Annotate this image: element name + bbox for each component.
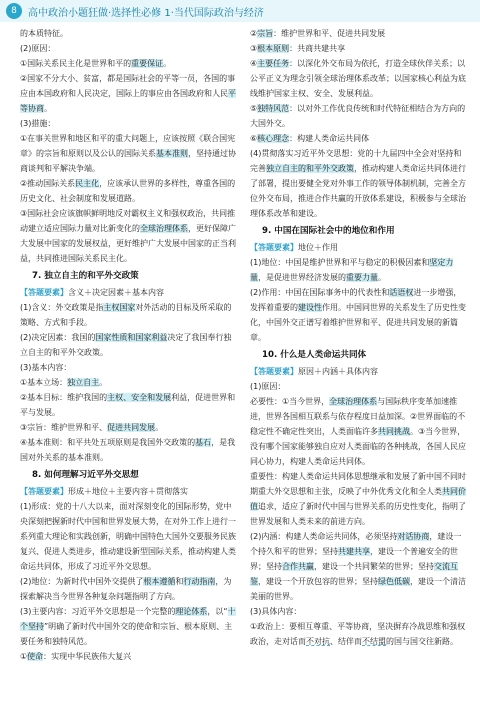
text-run: (2)决定因素：我国的 [20,333,96,342]
highlighted-term: 根本遵循 [143,577,176,586]
paragraph [20,499,238,574]
text-run: ④基本准则：和平共处五项原则是我国外交政策的 [20,438,196,447]
paragraph [250,101,468,131]
underlined-term: 不对抗 [306,637,330,646]
highlighted-term: 使命 [27,652,44,661]
text-run: (1)原因： [250,382,286,391]
paragraph [250,619,468,649]
text-run: ，是促进世界经济发展的 [258,273,346,282]
highlighted-term: 十个坚持 [20,607,236,631]
text-run: ③ [250,44,258,53]
answer-elements-text: 地位＋作用 [298,243,338,252]
paragraph [250,56,468,101]
paragraph [20,330,238,360]
paragraph [250,131,468,146]
text-run: ：以对外工作优良传统和时代特征相结合为方向的大国外交。 [250,104,466,128]
highlighted-term: 促进共同发展 [107,423,156,432]
text-run: 追求，适应了新时代中国与世界关系的历史性变化，指明了世界发展和人类未来的前进方向。 [250,502,466,526]
highlighted-term: 根本原则 [257,44,290,53]
text-run: (2)原因： [20,44,56,53]
text-run: 进一步增强，发挥着重要的 [250,288,462,312]
highlighted-term: 主权、安全和发展 [107,393,172,402]
paragraph [20,176,238,206]
text-run: ①国际关系民主化是世界和平的 [20,59,132,68]
page-number: 8 [6,3,22,19]
answer-elements-tag: 【答题要素】 [20,487,68,496]
page-header [0,0,480,22]
text-run: ，为探索解决当今世界各种复杂问题指明了方向。 [20,577,232,601]
text-run: 重要性：构建人类命运共同体思想继承和发展了新中国不同时期重大外交思想和主张，反映了中外优秀文化和全人类 [250,472,466,496]
highlighted-term: 建设性 [298,303,322,312]
paragraph [20,649,238,664]
paragraph [250,26,468,41]
text-run: ②推动国际关系 [20,179,76,188]
text-run: 。 [99,378,108,387]
highlighted-term: 主权国家 [103,303,136,312]
answer-elements-tag: 【答题要素】 [20,288,68,297]
text-run: 。 [155,423,164,432]
text-run: ②基本目标：维护我国的 [20,393,108,402]
paragraph [20,574,238,604]
text-run: ①在事关世界和地区和平的重大问题上，应该按照《联合国宪章》的宗旨和原则以及公认的国际关系 [20,134,236,158]
section-heading: 10. 什么是人类命运共同体 [262,350,367,360]
text-run: ，建设一个普遍安全的世界；坚持 [250,547,458,571]
text-run: (3)基本内容： [20,363,72,372]
answer-elements-text: 含义＋决定因素＋基本内容 [68,288,164,297]
paragraph [250,255,468,285]
paragraph [20,206,238,266]
text-run: 与国际秩序变革加速推进，世界各国相互联系与依存程度日益加深。②世界面临的不稳定性不确定性突出，人类面临许多 [250,397,466,436]
paragraph [250,146,468,221]
paragraph [20,435,238,465]
content-columns [20,26,468,706]
text-run: 作用。中国同世界的关系发生了历史性变化，中国外交正谱写着维护世界和平、促进共同发展的新篇章。 [250,303,466,342]
text-run: 。 [378,273,386,282]
answer-elements-text: 原因＋内涵＋具体内容 [298,367,378,376]
highlighted-term: 对话协商 [397,532,430,541]
text-run: ”明确了新时代中国外交的使命和宗旨、根本原则、主要任务和独特风范。 [20,622,233,646]
text-run: 利益，促进世界和平与发展。 [20,393,236,417]
text-run: 决定了我国奉行独立自主的和平外交政策。 [20,333,232,357]
paragraph [250,604,468,619]
text-run: ，推动构建人类命运共同体进行了部署，提出要健全党对外事工作的领导体制机制，完善全方位外交布局，推进合作共赢的开放体系建设，积极参与全球治理体系改革和建设。 [250,164,466,218]
text-run: ：实现中华民族伟大复兴 [43,652,132,661]
text-run: (1)含义：外交政策是指 [20,303,104,312]
highlighted-term: 共同价值 [250,487,466,511]
section-heading: 7. 独立自主的和平外交政策 [32,271,139,281]
text-run: 必要性：①当今世界， [250,397,330,406]
text-run: 的国与国交往新路。 [386,637,458,646]
text-run: ②国家不分大小、贫富，都是国际社会的平等一员，各国的事应由本国政府和人民决定，国际上的事应由各国政府和人民 [20,74,236,98]
answer-elements [20,285,238,300]
text-run: ，是我国对外关系的基本准则。 [20,438,236,462]
answer-elements [250,364,468,379]
paragraph [250,394,468,469]
paragraph [20,56,238,71]
highlighted-term: 基本准则 [156,149,188,158]
text-run: ，建设一个清洁美丽的世界。 [250,577,466,601]
paragraph [20,420,238,435]
highlighted-term: 独特风范 [257,104,290,113]
text-run: 对外活动的目标及所采取的策略、方式和手段。 [20,303,232,327]
text-run: ② [250,29,258,38]
highlighted-term: 独立自主 [67,378,100,387]
text-run: 和 [175,577,184,586]
highlighted-term: 行动指南 [183,577,216,586]
text-run: 。 [44,104,52,113]
highlighted-term: 国家性质和国家利益 [95,333,168,342]
text-run: (1)形成：党的十八大以来，面对深刻变化的国际形势，党中央深刻把握新时代中国和世界发展大势，在对外工作上进行一系列重大理论和实践创新，明确中国特色大国外交要服务民族复兴、促进人类进步，推动建设新型国际关系，推动构建人类命运共同体，形成了习近平外交思想。 [20,502,236,571]
highlighted-term: 共同挑战 [378,427,410,436]
text-run: ，应该承认世界的多样性，尊重各国的历史文化、社会制度和发展道路。 [20,179,236,203]
highlighted-term: 共建共享 [338,547,370,556]
text-run: (3)主要内容：习近平外交思想是一个完整的 [20,607,176,616]
text-run: ，以“ [207,607,228,616]
highlighted-term: 理论体系 [175,607,208,616]
text-run: ①政治上：要相互尊重、平等协商，坚决摒弃冷战思维和强权政治，走对话而 [250,622,466,646]
text-run: ：以深化外交布局为依托，打造全球伙伴关系；以公平正义为理念引领全球治理体系改革；以国家核心利益为底线维护国家主权、安全、发展利益。 [250,59,466,98]
answer-elements [20,484,238,499]
section-heading: 9. 中国在国际社会中的地位和作用 [262,226,395,236]
paragraph [20,26,238,41]
answer-elements-tag: 【答题要素】 [250,367,298,376]
paragraph [20,116,238,131]
answer-elements-text: 形成＋地位＋主要内容＋贯彻落实 [68,487,188,496]
highlighted-term: 交流互鉴 [250,562,458,586]
text-run: ，建设一个持久和平的世界；坚持 [250,532,462,556]
text-run: ：共商共建共享 [289,44,346,53]
paragraph [20,375,238,390]
text-run: (3)具体内容： [250,607,302,616]
text-run: ：构建人类命运共同体 [289,134,370,143]
underlined-term: 不结盟 [362,637,386,646]
section-heading: 8. 如何理解习近平外交思想 [32,470,139,480]
left-column [20,26,238,706]
text-run: ③国际社会应该旗帜鲜明地反对霸权主义和强权政治，共同推动建立适应国际力量对比新变化的 [20,209,236,233]
header-title: 高中政治小题狂做·选择性必修 1·当代国际政治与经济 [28,8,264,19]
highlighted-term: 基石 [195,438,212,447]
text-run: 、结伴而 [330,637,362,646]
paragraph [250,529,468,604]
text-run: (4)贯彻落实习近平外交思想：党的十九届四中全会对坚持和完善 [250,149,462,173]
text-run: (2)内涵：构建人类命运共同体，必须坚持 [250,532,398,541]
paragraph [20,41,238,56]
paragraph [250,285,468,345]
text-run: ⑤ [250,104,258,113]
highlighted-term: 独立自主的和平外交政策 [266,164,354,173]
text-run: 的本质特征。 [20,29,68,38]
highlighted-term: 宗旨 [257,29,274,38]
text-run: ，坚持通过协商谈判和平解决争端。 [20,149,236,173]
paragraph [250,379,468,394]
highlighted-term: 重要保证 [131,59,164,68]
paragraph [250,41,468,56]
text-run: ③宗旨：维护世界和平、 [20,423,108,432]
paragraph [20,71,238,116]
answer-elements-tag: 【答题要素】 [250,243,298,252]
highlighted-term: 民主化 [75,179,100,188]
highlighted-term: 话语权 [389,288,414,297]
answer-elements [250,240,468,255]
highlighted-term: 绿色低碳 [378,577,410,586]
text-run: ，建设一个共同繁荣的世界；坚持 [314,562,434,571]
text-run: 。 [163,59,172,68]
paragraph [20,604,238,649]
highlighted-term: 全球治理体系 [140,224,188,233]
text-run: (3)措施： [20,119,56,128]
text-run: ⑥ [250,134,258,143]
text-run: ④ [250,59,258,68]
text-run: (2)地位：为新时代中国外交提供了 [20,577,144,586]
text-run: ：维护世界和平、促进共同发展 [273,29,386,38]
highlighted-term: 平等协商 [20,89,236,113]
text-run: (1)地位：中国是维护世界和平与稳定的积极因素和 [250,258,430,267]
paragraph [20,131,238,176]
text-run: 。③当今世界，没有哪个国家能够独自应对人类面临的各种挑战，各国人民应同心协力，构建人类命运共同体。 [250,427,466,466]
text-run: ，建设一个开放包容的世界；坚持 [258,577,378,586]
paragraph [20,390,238,420]
text-run: ① [20,652,28,661]
highlighted-term: 合作共赢 [282,562,314,571]
highlighted-term: 坚定力量 [250,258,454,282]
right-column [250,26,468,706]
paragraph [20,360,238,375]
text-run: (2)作用：中国在国际事务中的代表性和 [250,288,390,297]
text-run: ①基本立场： [20,378,68,387]
paragraph [250,469,468,529]
highlighted-term: 主要任务 [257,59,290,68]
paragraph [20,300,238,330]
text-run: ，更好保障广大发展中国家的发展权益，更好维护广大发展中国家的正当利益，共同推进国际关系民主化。 [20,224,236,263]
highlighted-term: 全球治理体系 [329,397,378,406]
highlighted-term: 核心理念 [257,134,290,143]
highlighted-term: 重要力量 [346,273,378,282]
